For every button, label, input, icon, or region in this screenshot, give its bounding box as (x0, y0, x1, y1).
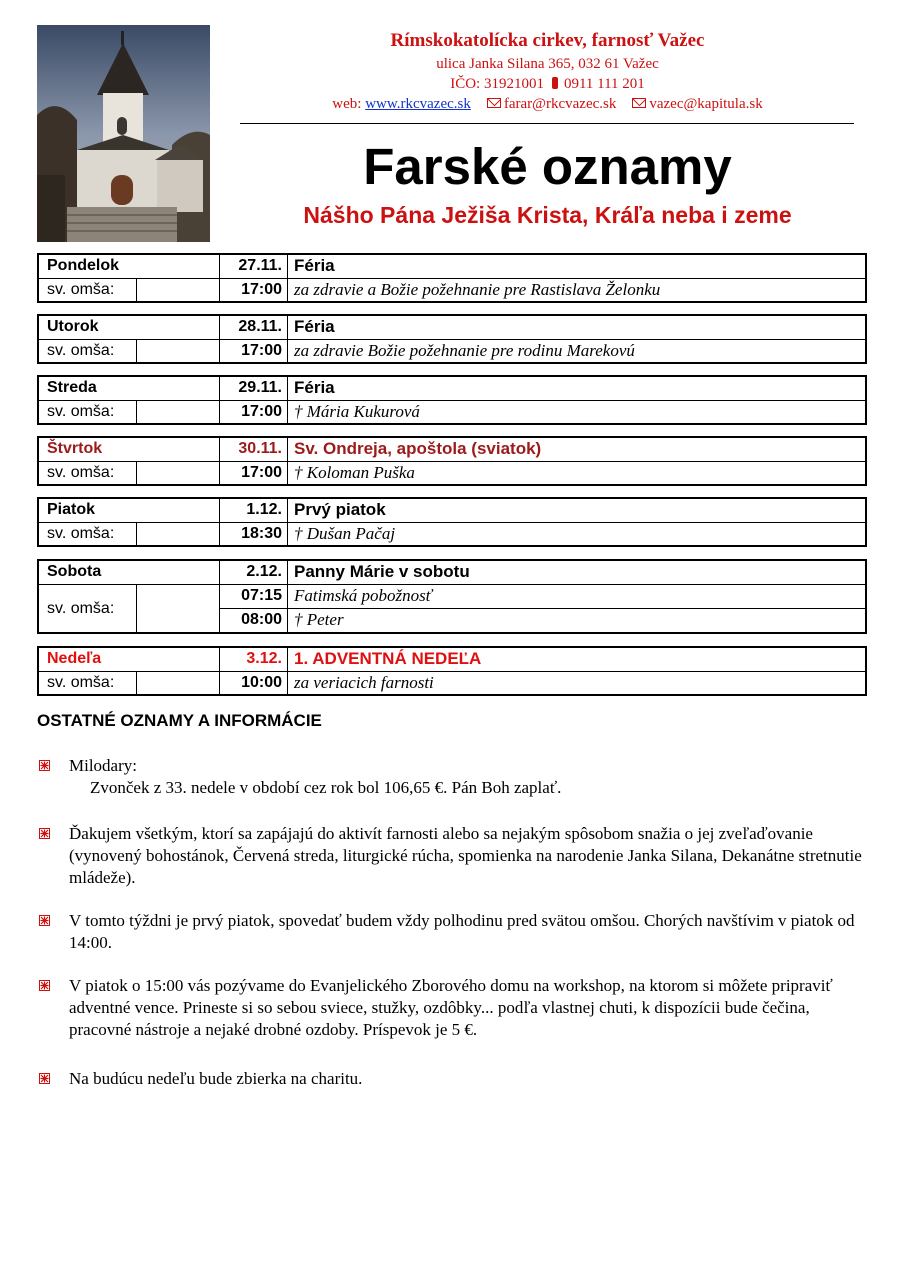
mass-time: 17:00 (220, 279, 288, 301)
mass-label: sv. omša: (39, 279, 137, 301)
mass-time: 17:00 (220, 462, 288, 484)
mass-label: sv. omša: (39, 462, 137, 484)
news-item (37, 755, 867, 799)
news-item-text: V tomto týždni je prvý piatok, spovedať budem vždy polhodinu pred svätou omšou. Chorých navštívim v piatok od 14:00. (69, 911, 855, 952)
day-name: Pondelok (39, 255, 220, 278)
cross-bullet-icon (39, 915, 50, 926)
web-label: web: (332, 96, 362, 112)
day-title: Prvý piatok (294, 500, 386, 519)
day-title: Féria (294, 317, 335, 336)
day-date: 27.11. (220, 255, 288, 278)
web-link[interactable]: www.rkcvazec.sk (365, 96, 471, 112)
mass-intention: † Mária Kukurová (294, 402, 420, 421)
mass-intention: † Dušan Pačaj (294, 524, 396, 543)
phone-icon (552, 77, 558, 89)
news-item-text: Na budúcu nedeľu bude zbierka na charitu. (69, 1069, 363, 1088)
day-block-piatok (37, 497, 867, 547)
day-name: Sobota (39, 561, 220, 584)
day-block-streda (37, 375, 867, 425)
day-date: 30.11. (220, 438, 288, 461)
day-block-stvrtok (37, 436, 867, 486)
news-item-title: Milodary: (69, 756, 137, 775)
mass-intention: † Koloman Puška (294, 463, 415, 482)
cross-bullet-icon (39, 828, 50, 839)
header-divider (240, 123, 854, 124)
day-name: Štvrtok (39, 438, 220, 461)
news-item (37, 1068, 867, 1090)
mass-time: 08:00 (220, 609, 288, 632)
mass-time: 17:00 (220, 401, 288, 423)
day-title: Sv. Ondreja, apoštola (sviatok) (294, 439, 542, 458)
mass-intention: za zdravie Božie požehnanie pre rodinu Marekovú (294, 341, 635, 360)
day-date: 3.12. (220, 648, 288, 671)
parish-web (240, 95, 855, 114)
mass-time: 10:00 (220, 672, 288, 694)
day-date: 28.11. (220, 316, 288, 339)
email-farar[interactable]: farar@rkcvazec.sk (503, 96, 617, 112)
mass-time: 18:30 (220, 523, 288, 545)
mass-label: sv. omša: (39, 672, 137, 694)
mail-icon (487, 98, 501, 108)
cross-bullet-icon (39, 760, 50, 771)
mass-intention: † Peter (294, 610, 344, 629)
day-block-utorok (37, 314, 867, 364)
day-title: Féria (294, 378, 335, 397)
news-item (37, 975, 867, 1041)
day-name: Streda (39, 377, 220, 400)
mail-icon (632, 98, 646, 108)
mass-label: sv. omša: (39, 585, 137, 632)
page-subtitle: Nášho Pána Ježiša Krista, Kráľa neba i zeme (303, 202, 792, 228)
day-date: 1.12. (220, 499, 288, 522)
mass-intention: za zdravie a Božie požehnanie pre Rastislava Želonku (294, 280, 661, 299)
mass-label: sv. omša: (39, 401, 137, 423)
day-block-nedela (37, 646, 867, 696)
cross-bullet-icon (39, 1073, 50, 1084)
news-item (37, 910, 867, 954)
day-block-sobota (37, 559, 867, 634)
church-photo (37, 25, 210, 242)
mass-time: 07:15 (220, 585, 288, 608)
day-block-pondelok (37, 253, 867, 303)
mass-label: sv. omša: (39, 523, 137, 545)
day-date: 2.12. (220, 561, 288, 584)
news-item-text: Ďakujem všetkým, ktorí sa zapájajú do aktivít farnosti alebo sa nejakým spôsobom snažia o jej zveľaďovanie (vynovený bohostánok, Červená streda, liturgické rúcha, spomienka na narodenie Janka Silana, Dekanátne stretnutie mládeže). (69, 824, 862, 887)
day-title: Panny Márie v sobotu (294, 562, 470, 581)
news-item (37, 823, 867, 889)
news-heading: OSTATNÉ OZNAMY A INFORMÁCIE (37, 711, 322, 730)
parish-address: ulica Janka Silana 365, 032 61 Važec (436, 56, 659, 72)
parish-contact (240, 75, 855, 94)
day-title: 1. ADVENTNÁ NEDEĽA (294, 649, 482, 668)
day-name: Nedeľa (39, 648, 220, 671)
day-date: 29.11. (220, 377, 288, 400)
parish-name: Rímskokatolícka cirkev, farnosť Važec (390, 30, 705, 51)
day-name: Piatok (39, 499, 220, 522)
news-item-text: V piatok o 15:00 vás pozývame do Evanjelického Zborového domu na workshop, na ktorom si môžete pripraviť adventné vence. Prineste si so sebou sviece, stužky, ozdôbky... podľa vlastnej chuti, k dispozícii bude čečina, pracovné nástroje a nejaké drobné ozdoby. Príspevok je 5 €. (69, 976, 833, 1039)
phone-number: 0911 111 201 (563, 76, 645, 92)
day-name: Utorok (39, 316, 220, 339)
mass-time: 17:00 (220, 340, 288, 362)
news-item-text: Zvonček z 33. nedele v období cez rok bol 106,65 €. Pán Boh zaplať. (90, 778, 562, 797)
mass-intention: za veriacich farnosti (294, 673, 434, 692)
ico-number: IČO: 31921001 (450, 76, 544, 92)
cross-bullet-icon (39, 980, 50, 991)
day-title: Féria (294, 256, 335, 275)
page-title: Farské oznamy (363, 138, 732, 195)
mass-label: sv. omša: (39, 340, 137, 362)
email-kapitula[interactable]: vazec@kapitula.sk (649, 96, 763, 112)
mass-intention: Fatimská pobožnosť (294, 586, 432, 605)
